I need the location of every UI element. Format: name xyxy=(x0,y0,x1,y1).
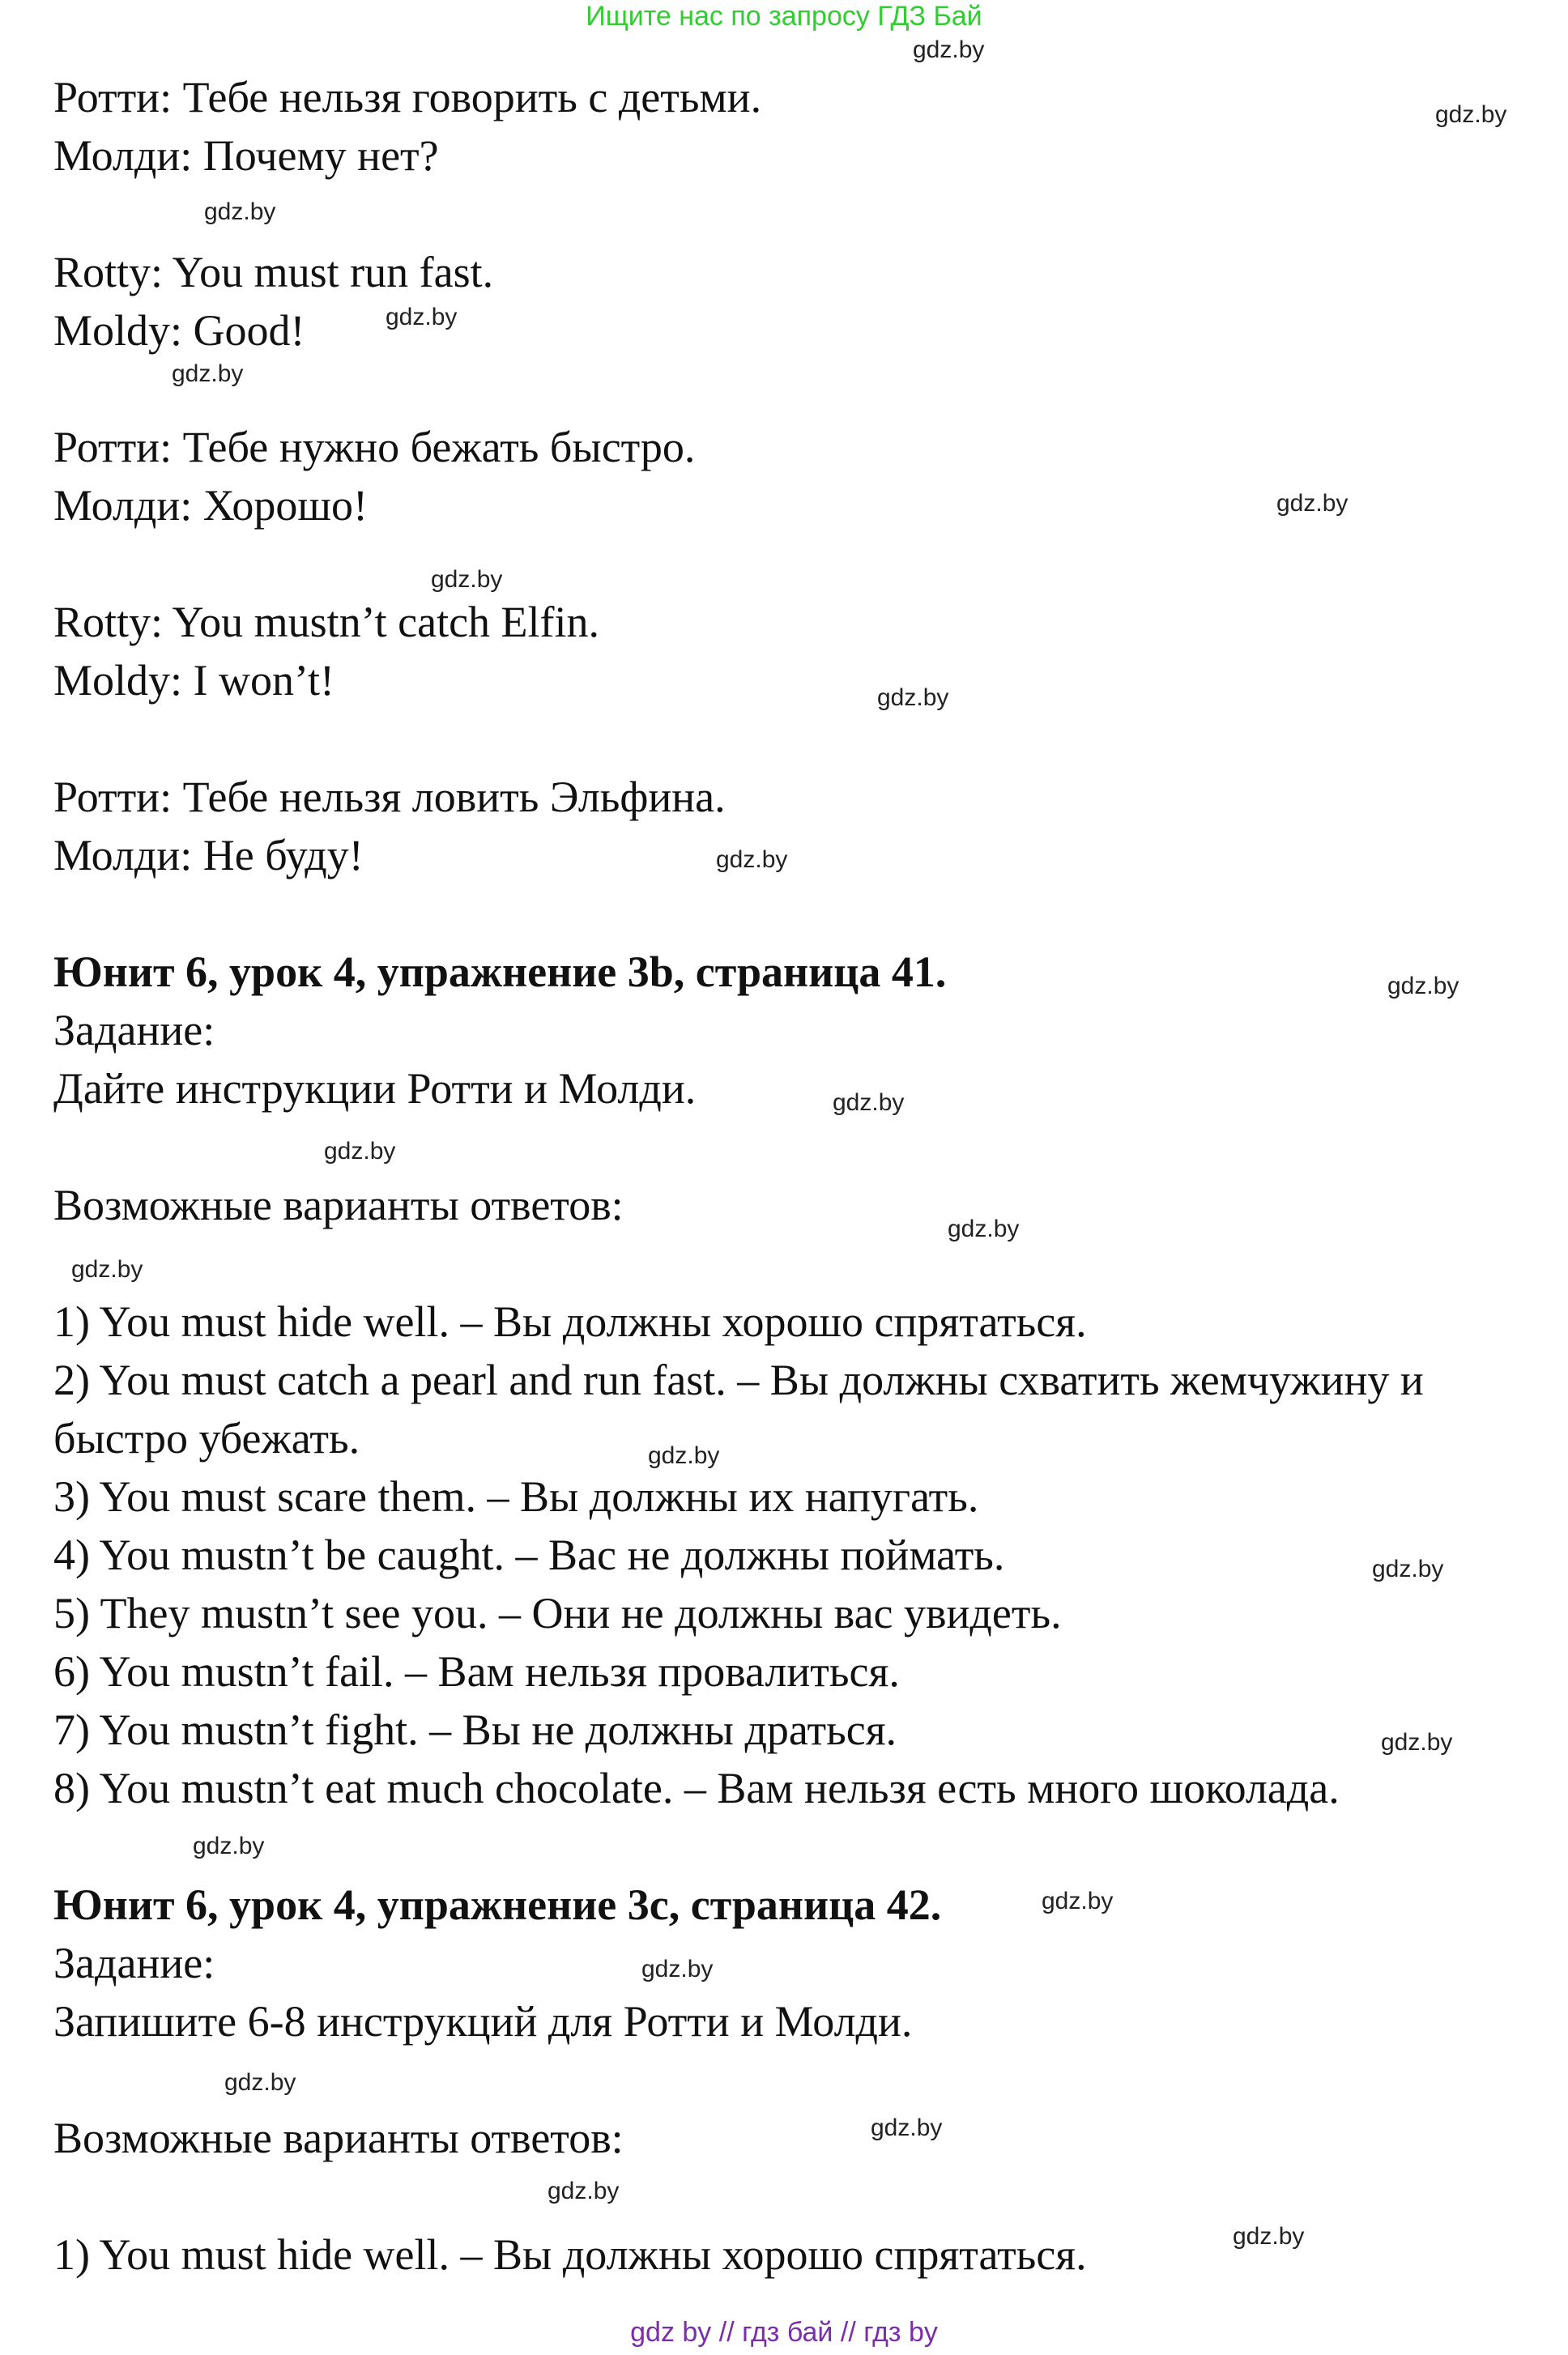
text-line: Moldy: Good! xyxy=(53,306,305,355)
watermark-text: gdz.by xyxy=(1042,1888,1114,1914)
header-banner[interactable]: Ищите нас по запросу ГДЗ Бай xyxy=(586,1,982,32)
watermark-text: gdz.by xyxy=(648,1442,720,1469)
watermark-text: gdz.by xyxy=(1435,101,1507,128)
watermark-text: gdz.by xyxy=(172,360,244,387)
watermark-text: gdz.by xyxy=(1372,1556,1444,1582)
watermark-text: gdz.by xyxy=(431,566,503,593)
answer-item: 8) You mustn’t eat much chocolate. – Вам нельзя есть много шоколада. xyxy=(53,1764,1340,1812)
watermark-text: gdz.by xyxy=(324,1138,396,1165)
text-line: Rotty: You mustn’t catch Elfin. xyxy=(53,598,600,646)
watermark-text: gdz.by xyxy=(833,1089,905,1116)
answers-label: Возможные варианты ответов: xyxy=(53,2114,624,2162)
text-line: Ротти: Тебе нужно бежать быстро. xyxy=(53,423,696,471)
answer-item: 5) They mustn’t see you. – Они не должны вас увидеть. xyxy=(53,1589,1062,1637)
task-text: Дайте инструкции Ротти и Молди. xyxy=(53,1064,697,1113)
text-line: Молди: Почему нет? xyxy=(53,131,439,180)
task-label: Задание: xyxy=(53,1939,215,1987)
watermark-text: gdz.by xyxy=(1276,490,1349,517)
answer-item: 1) You must hide well. – Вы должны хорошо спрятаться. xyxy=(53,2230,1087,2279)
watermark-text: gdz.by xyxy=(204,198,276,225)
text-line: Rotty: You must run fast. xyxy=(53,248,494,296)
watermark-text: gdz.by xyxy=(1233,2223,1305,2250)
section-heading: Юнит 6, урок 4, упражнение 3b, страница 41. xyxy=(53,948,947,996)
answer-item: 4) You mustn’t be caught. – Вас не должны поймать. xyxy=(53,1531,1005,1579)
watermark-text: gdz.by xyxy=(1381,1729,1453,1756)
text-line: Молди: Хорошо! xyxy=(53,481,368,530)
answers-label: Возможные варианты ответов: xyxy=(53,1181,624,1229)
text-line: Ротти: Тебе нельзя говорить с детьми. xyxy=(53,73,762,121)
answer-item-continuation: быстро убежать. xyxy=(53,1414,360,1463)
section-heading: Юнит 6, урок 4, упражнение 3c, страница 42. xyxy=(53,1880,942,1929)
footer-banner[interactable]: gdz by // гдз бай // гдз by xyxy=(630,2317,938,2348)
watermark-text: gdz.by xyxy=(71,1256,143,1283)
watermark-text: gdz.by xyxy=(948,1216,1020,1242)
task-label: Задание: xyxy=(53,1006,215,1054)
watermark-text: gdz.by xyxy=(193,1833,265,1859)
watermark-text: gdz.by xyxy=(871,2114,943,2141)
answer-item: 7) You mustn’t fight. – Вы не должны драться. xyxy=(53,1706,897,1754)
watermark-text: gdz.by xyxy=(386,304,458,330)
task-text: Запишите 6-8 инструкций для Ротти и Молди. xyxy=(53,1997,913,2046)
text-line: Moldy: I won’t! xyxy=(53,656,334,705)
text-line: Ротти: Тебе нельзя ловить Эльфина. xyxy=(53,773,726,821)
text-line: Молди: Не буду! xyxy=(53,831,364,879)
watermark-text: gdz.by xyxy=(548,2178,620,2204)
watermark-text: gdz.by xyxy=(224,2069,296,2096)
watermark-text: gdz.by xyxy=(716,846,788,873)
watermark-text: gdz.by xyxy=(913,36,985,63)
watermark-text: gdz.by xyxy=(1387,973,1459,999)
watermark-text: gdz.by xyxy=(877,684,949,711)
answer-item: 6) You mustn’t fail. – Вам нельзя провалиться. xyxy=(53,1647,900,1696)
answer-item: 1) You must hide well. – Вы должны хорошо спрятаться. xyxy=(53,1297,1087,1346)
answer-item: 3) You must scare them. – Вы должны их напугать. xyxy=(53,1472,979,1521)
answer-item: 2) You must catch a pearl and run fast. – Вы должны схватить жемчужину и xyxy=(53,1356,1424,1404)
watermark-text: gdz.by xyxy=(641,1956,714,1982)
